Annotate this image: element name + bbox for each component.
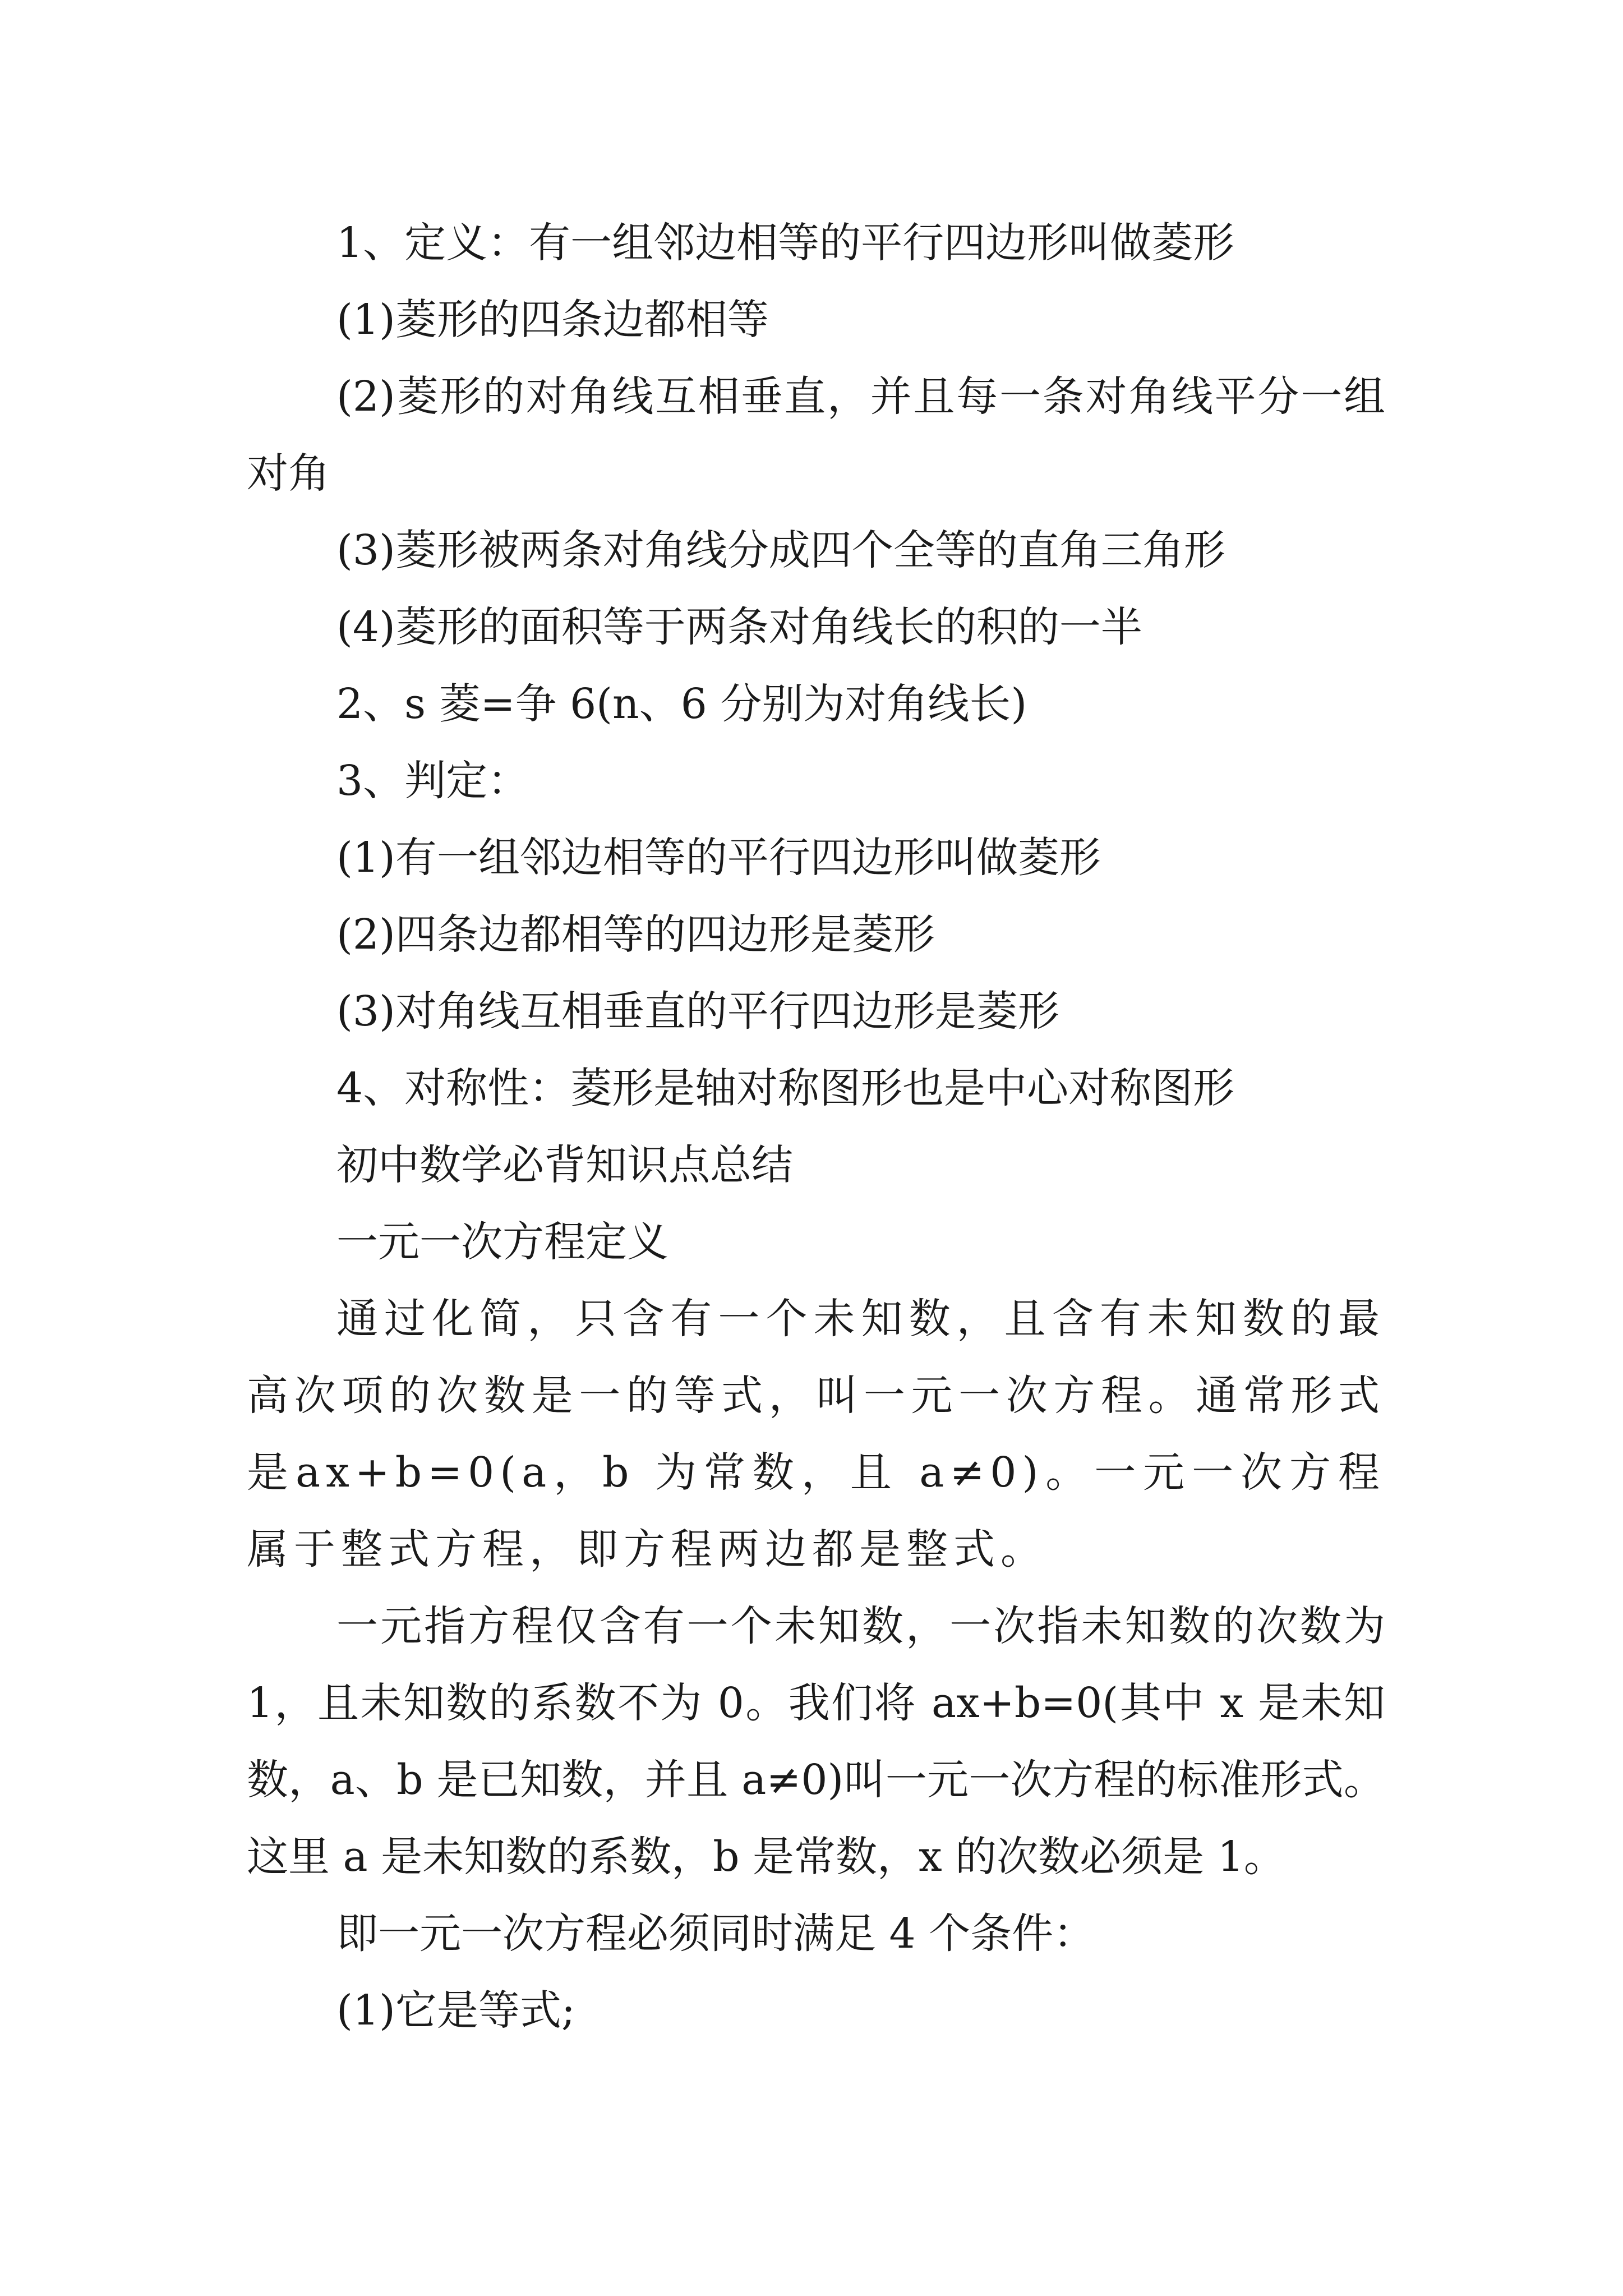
paragraph-linear-equation-definition: 通过化简，只含有一个未知数，且含有未知数的最高次项的次数是一的等式，叫一元一次方程。通常形式是ax+b=0(a，b 为常数，且 a≠0)。一元一次方程属于整式方程，即方程两边都是整式。	[247, 1295, 1385, 1573]
paragraph-criterion-3: (3)对角线互相垂直的平行四边形是菱形	[336, 987, 1059, 1036]
paragraph-criteria-heading: 3、判定：	[336, 757, 529, 805]
paragraph-section-title: 初中数学必背知识点总结	[336, 1141, 793, 1189]
paragraph-property-3: (3)菱形被两条对角线分成四个全等的直角三角形	[336, 526, 1225, 574]
paragraph-rhombus-definition: 1、定义：有一组邻边相等的平行四边形叫做菱形	[336, 219, 1235, 267]
paragraph-criterion-1: (1)有一组邻边相等的平行四边形叫做菱形	[336, 834, 1101, 882]
paragraph-conditions-intro: 即一元一次方程必须同时满足 4 个条件：	[336, 1910, 1095, 1958]
paragraph-linear-equation-explanation: 一元指方程仅含有一个未知数，一次指未知数的次数为1，且未知数的系数不为 0。我们将 ax+b=0(其中 x 是未知数，a、b 是已知数，并且 a≠0)叫一元一次方程的标准形式。这里 a 是未知数的系数，b 是常数，x 的次数必须是 1。	[247, 1602, 1385, 1881]
paragraph-condition-1: (1)它是等式;	[336, 1986, 575, 2035]
paragraph-symmetry: 4、对称性：菱形是轴对称图形也是中心对称图形	[336, 1064, 1235, 1112]
paragraph-property-2: (2)菱形的对角线互相垂直，并且每一条对角线平分一组对角	[247, 372, 1385, 498]
paragraph-area-formula: 2、s 菱=争 6(n、6 分别为对角线长)	[336, 680, 1027, 728]
paragraph-property-4: (4)菱形的面积等于两条对角线长的积的一半	[336, 603, 1142, 651]
paragraph-criterion-2: (2)四条边都相等的四边形是菱形	[336, 910, 935, 959]
document-body	[247, 205, 1385, 2049]
paragraph-linear-equation-title: 一元一次方程定义	[336, 1218, 668, 1266]
paragraph-property-1: (1)菱形的四条边都相等	[336, 296, 769, 344]
